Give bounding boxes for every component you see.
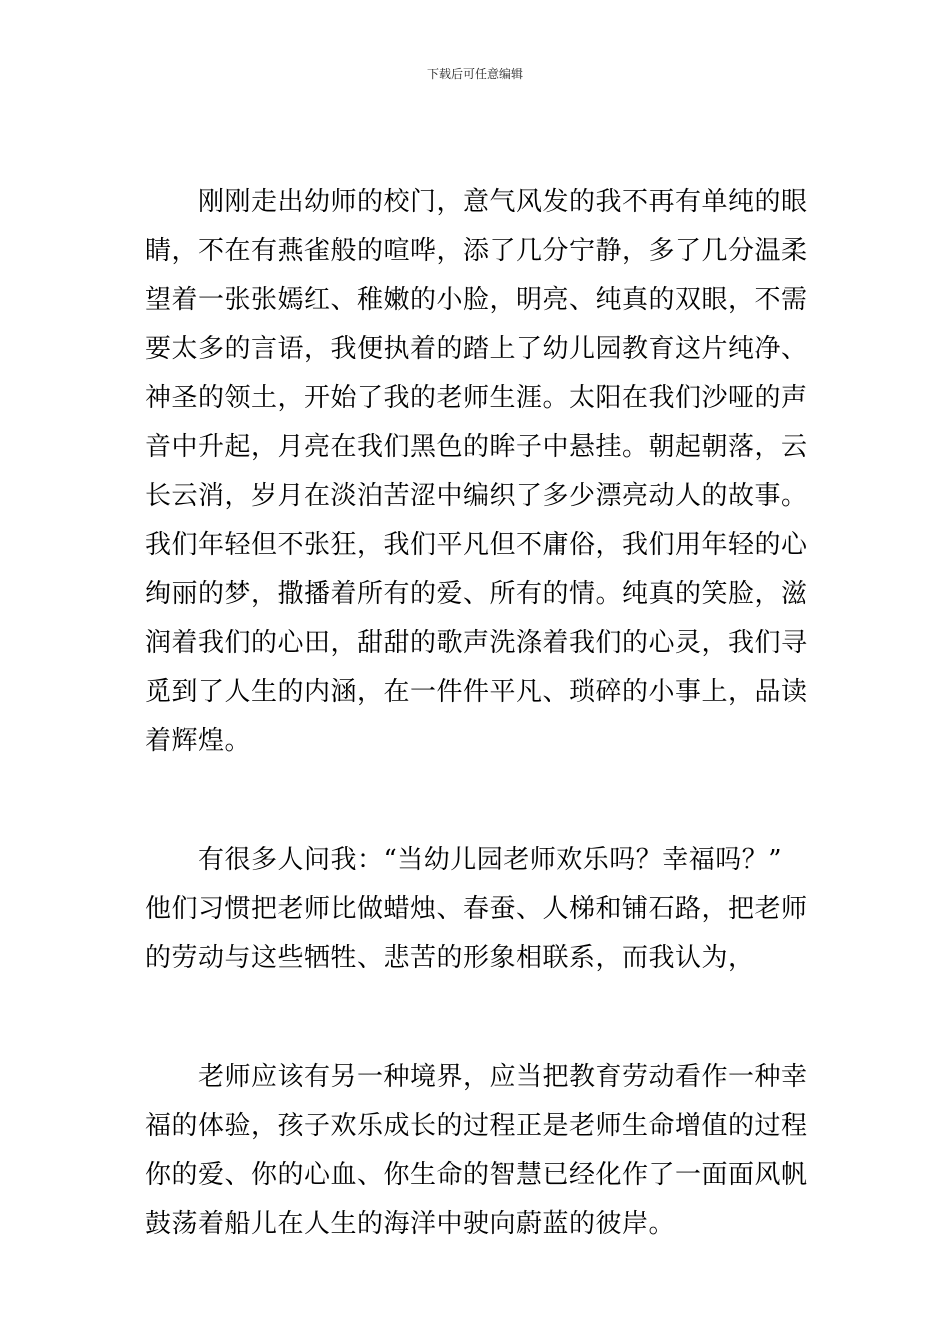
paragraph-line: 着辉煌。 — [145, 726, 252, 756]
paragraph-line: 有很多人问我：“当幼儿园老师欢乐吗？幸福吗？” — [198, 845, 783, 875]
paragraph-line: 我们年轻但不张狂，我们平凡但不庸俗，我们用年轻的心 — [145, 530, 808, 560]
paragraph-line: 的劳动与这些牺牲、悲苦的形象相联系，而我认为， — [145, 943, 755, 973]
paragraph-line: 你的爱、你的心血、你生命的智慧已经化作了一面面风帆 — [145, 1160, 808, 1190]
paragraph-line: 绚丽的梦，撒播着所有的爱、所有的情。纯真的笑脸，滋 — [145, 579, 808, 609]
page-header: 下载后可任意编辑 — [426, 67, 523, 81]
paragraph-3 — [145, 1053, 807, 1249]
paragraph-line: 要太多的言语，我便执着的踏上了幼儿园教育这片纯净、 — [145, 334, 808, 364]
paragraph-1 — [145, 178, 807, 766]
paragraph-line: 老师应该有另一种境界，应当把教育劳动看作一种幸 — [198, 1062, 808, 1092]
paragraph-line: 音中升起，月亮在我们黑色的眸子中悬挂。朝起朝落，云 — [145, 432, 808, 462]
paragraph-line: 觅到了人生的内涵，在一件件平凡、琐碎的小事上，品读 — [145, 677, 808, 707]
paragraph-line: 长云消，岁月在淡泊苦涩中编织了多少漂亮动人的故事。 — [145, 481, 808, 511]
paragraph-line: 望着一张张嫣红、稚嫩的小脸，明亮、纯真的双眼，不需 — [145, 285, 808, 315]
document-body — [145, 178, 807, 1249]
paragraph-line: 神圣的领土，开始了我的老师生涯。太阳在我们沙哑的声 — [145, 383, 808, 413]
paragraph-spacer — [145, 983, 807, 1053]
paragraph-line: 他们习惯把老师比做蜡烛、春蚕、人梯和铺石路，把老师 — [145, 894, 808, 924]
paragraph-line: 睛，不在有燕雀般的喧哗，添了几分宁静，多了几分温柔 — [145, 236, 808, 266]
paragraph-spacer — [145, 766, 807, 836]
paragraph-line: 润着我们的心田，甜甜的歌声洗涤着我们的心灵，我们寻 — [145, 628, 808, 658]
paragraph-line: 鼓荡着船儿在人生的海洋中驶向蔚蓝的彼岸。 — [145, 1209, 676, 1239]
paragraph-2 — [145, 836, 807, 983]
paragraph-line: 福的体验，孩子欢乐成长的过程正是老师生命增值的过程 — [145, 1111, 808, 1141]
paragraph-line: 刚刚走出幼师的校门，意气风发的我不再有单纯的眼 — [198, 187, 808, 217]
